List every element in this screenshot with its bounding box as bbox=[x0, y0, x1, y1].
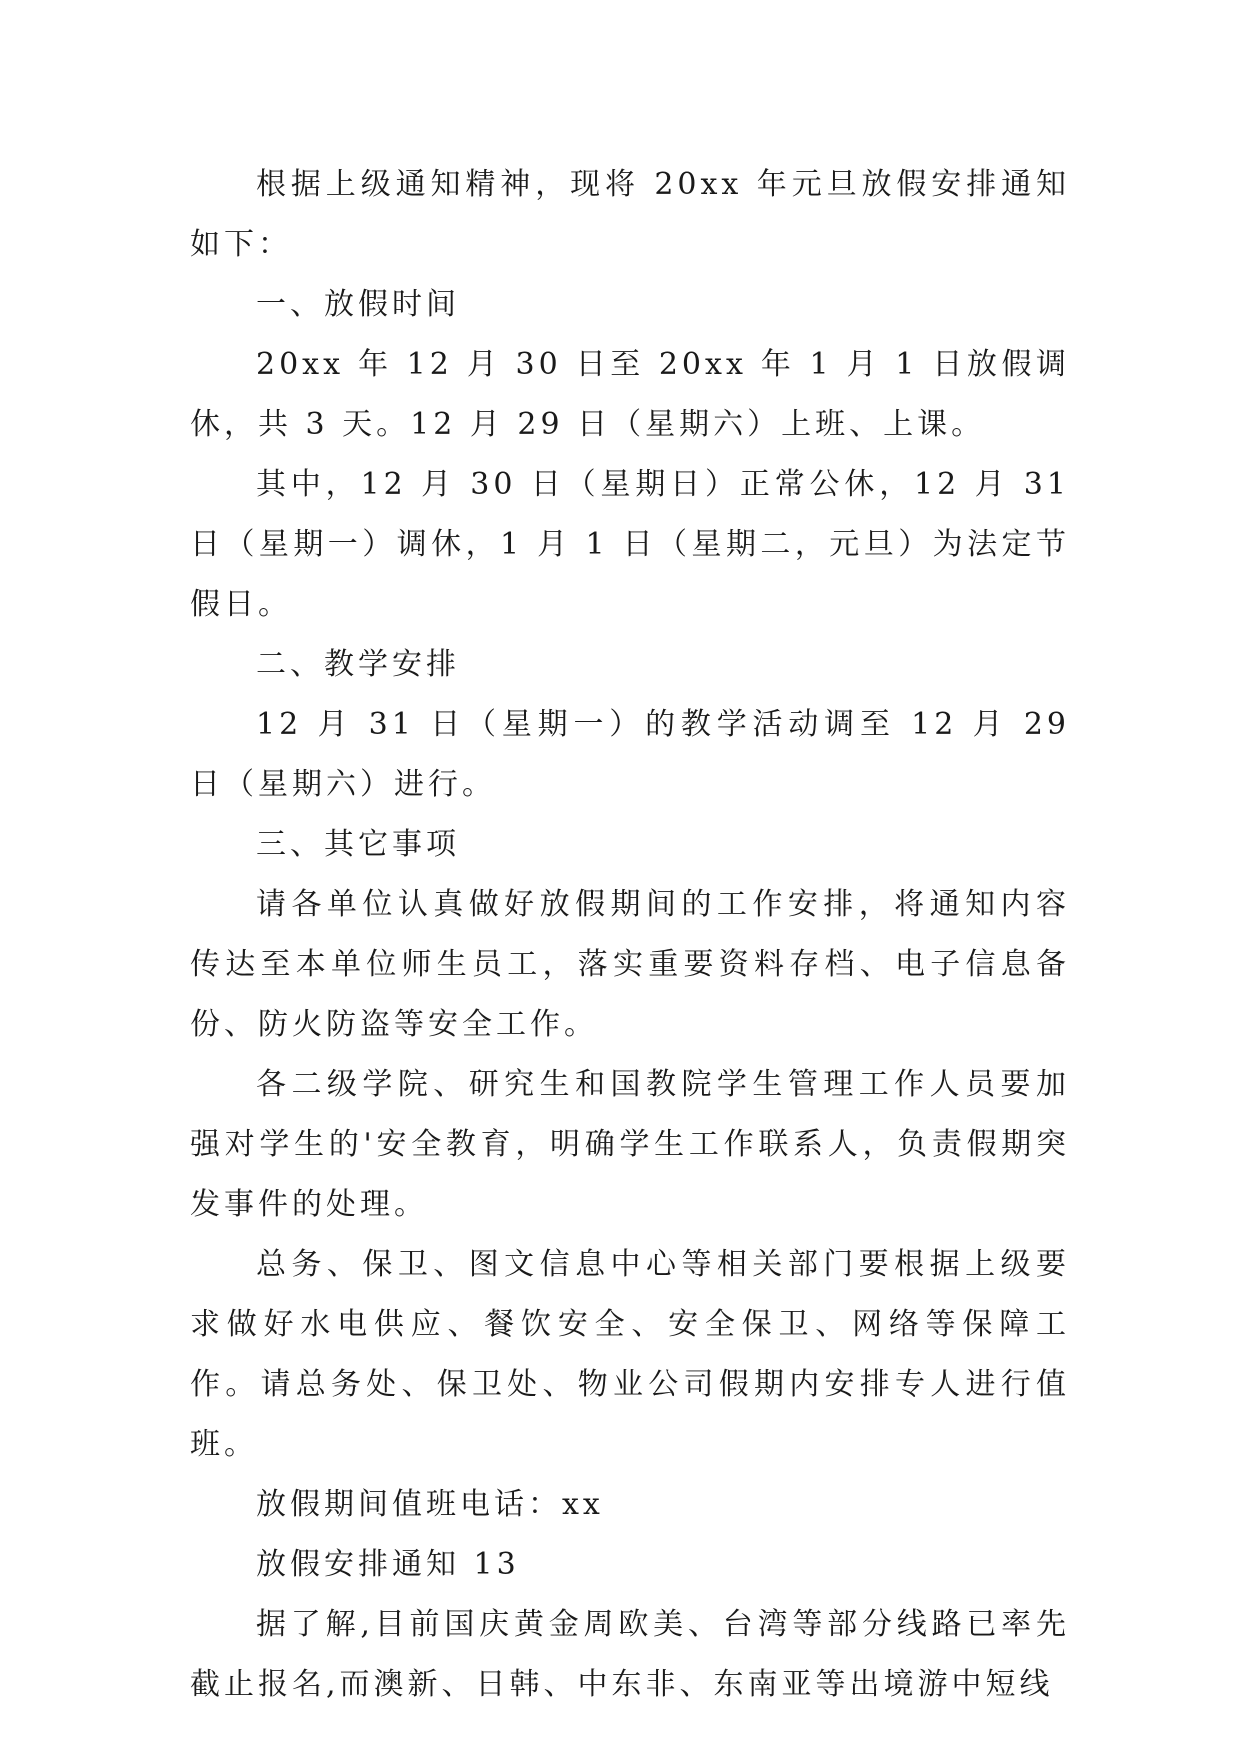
paragraph-student-safety: 各二级学院、研究生和国教院学生管理工作人员要加强对学生的'安全教育，明确学生工作联系人，负责假期突发事件的处理。 bbox=[190, 1067, 1070, 1222]
section-title-notice-13: 放假安排通知 13 bbox=[256, 1547, 520, 1582]
heading-other-matters: 三、其它事项 bbox=[256, 827, 460, 862]
paragraph-logistics: 总务、保卫、图文信息中心等相关部门要根据上级要求做好水电供应、餐饮安全、安全保卫、网络等保障工作。请总务处、保卫处、物业公司假期内安排专人进行值班。 bbox=[190, 1247, 1070, 1462]
paragraph-vacation-details: 其中，12 月 30 日（星期日）正常公休，12 月 31 日（星期一）调休，1 月 1 日（星期二，元旦）为法定节假日。 bbox=[190, 467, 1070, 622]
heading-vacation-time: 一、放假时间 bbox=[256, 287, 460, 322]
document-body bbox=[190, 155, 1070, 1715]
paragraph-intro: 根据上级通知精神，现将 20xx 年元旦放假安排通知如下： bbox=[190, 167, 1070, 262]
paragraph-teaching-arrangement: 12 月 31 日（星期一）的教学活动调至 12 月 29 日（星期六）进行。 bbox=[190, 707, 1070, 802]
paragraph-vacation-dates: 20xx 年 12 月 30 日至 20xx 年 1 月 1 日放假调休，共 3 天。12 月 29 日（星期六）上班、上课。 bbox=[190, 347, 1070, 442]
paragraph-duty-phone: 放假期间值班电话：xx bbox=[256, 1487, 604, 1522]
paragraph-national-day-travel: 据了解,目前国庆黄金周欧美、台湾等部分线路已率先截止报名,而澳新、日韩、中东非、东南亚等出境游中短线 bbox=[190, 1607, 1070, 1702]
paragraph-work-arrangement: 请各单位认真做好放假期间的工作安排，将通知内容传达至本单位师生员工，落实重要资料存档、电子信息备份、防火防盗等安全工作。 bbox=[190, 887, 1070, 1042]
heading-teaching-arrangement: 二、教学安排 bbox=[256, 647, 460, 682]
